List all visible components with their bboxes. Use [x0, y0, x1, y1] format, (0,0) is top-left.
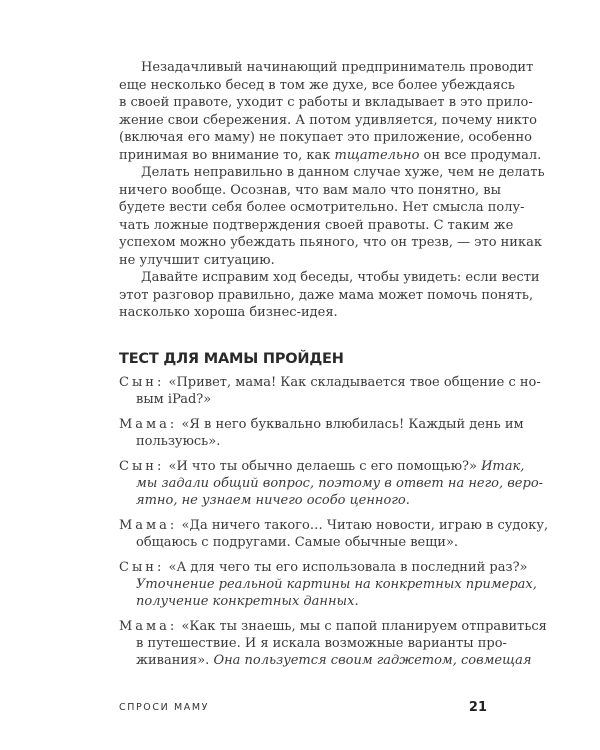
- text-line: ничего вообще. Осознав, что вам мало что понятно, вы: [119, 182, 501, 198]
- text-run: принимая во внимание то, как: [119, 147, 335, 163]
- text-line: Делать неправильно в данном случае хуже, чем не делать: [141, 165, 545, 180]
- comment: Уточнение реальной картины на конкретных примерах,: [136, 577, 537, 592]
- dialogue-item: [119, 517, 549, 551]
- text-line: в своей правоте, уходит с работы и вкладывает в это прило-: [119, 95, 533, 110]
- speech: «Привет, мама! Как складывается твое общение с но-: [168, 375, 541, 390]
- dialogue-item: [119, 618, 547, 669]
- dialogue-item: [119, 374, 541, 408]
- speech: «И что ты обычно делаешь с его помощью?»: [168, 459, 477, 474]
- speaker: Мама:: [119, 619, 178, 634]
- text-line: [119, 147, 542, 165]
- text-line: [119, 517, 549, 534]
- comment: Итак,: [481, 459, 525, 474]
- speech: «Да ничего такого… Читаю новости, играю в судоку,: [181, 518, 549, 533]
- text-line: пользуюсь».: [136, 434, 221, 449]
- text-line: насколько хороша бизнес-идея.: [119, 305, 338, 320]
- text-line: жение свои сбережения. А потом удивляется, почему никто: [119, 112, 537, 128]
- running-title: СПРОСИ МАМУ: [119, 702, 210, 713]
- speaker: Сын:: [119, 459, 165, 474]
- text-line: чать ложные подтверждения своей правоты. С таким же: [119, 217, 514, 233]
- comment: мы задали общий вопрос, поэтому в ответ на него, веро-: [136, 476, 544, 491]
- text-line: [119, 374, 541, 391]
- text-line: успехом можно убеждать пьяного, что он трезв, — это никак: [119, 235, 542, 250]
- dialogue-item: [119, 559, 537, 610]
- speaker: Мама:: [119, 518, 178, 533]
- speech: «А для чего ты его использовала в последний раз?»: [168, 560, 528, 575]
- text-line: не улучшит ситуацию.: [119, 252, 275, 268]
- text-line: общаюсь с подругами. Самые обычные вещи».: [136, 535, 459, 550]
- speech: «Как ты знаешь, мы с папой планируем отправиться: [181, 619, 547, 634]
- paragraph: [119, 164, 545, 269]
- comment: Она пользуется своим гаджетом, совмещая: [213, 653, 532, 668]
- dialogue-item: [119, 416, 524, 450]
- speech: живания».: [136, 653, 210, 668]
- section-heading: ТЕСТ ДЛЯ МАМЫ ПРОЙДЕН: [119, 351, 344, 367]
- speaker: Сын:: [119, 560, 165, 575]
- text-line: [119, 458, 525, 475]
- text-line: [119, 416, 524, 433]
- speaker: Сын:: [119, 375, 165, 390]
- text-run: он все продумал.: [419, 147, 542, 163]
- speaker: Мама:: [119, 417, 178, 432]
- dialogue: [119, 374, 549, 677]
- page-number: 21: [468, 700, 487, 715]
- emphasis: тщательно: [334, 147, 420, 163]
- text-line: [119, 593, 487, 610]
- paragraph: [119, 59, 542, 164]
- dialogue-item: [119, 458, 544, 509]
- text-line: [119, 652, 532, 669]
- text-line: [119, 492, 487, 509]
- comment: ятно, не узнаем ничего особо ценного.: [136, 493, 410, 508]
- text-line: [119, 576, 537, 593]
- text-line: Давайте исправим ход беседы, чтобы увидеть: если вести: [141, 270, 540, 285]
- text-line: этот разговор правильно, даже мама может помочь понять,: [119, 287, 534, 303]
- text-line: в путешествие. И я искала возможные варианты про-: [136, 636, 507, 651]
- body-text: [119, 59, 545, 322]
- text-line: будете вести себя более осмотрительно. Нет смысла полу-: [119, 200, 525, 215]
- text-line: [119, 559, 528, 576]
- text-line: вым iPad?»: [136, 392, 212, 407]
- comment: получение конкретных данных.: [136, 594, 359, 609]
- text-line: еще несколько бесед в том же духе, все более убеждаясь: [119, 77, 515, 93]
- text-line: Незадачливый начинающий предприниматель проводит: [141, 60, 534, 75]
- paragraph: [119, 269, 540, 322]
- text-line: [119, 618, 547, 635]
- speech: «Я в него буквально влюбилась! Каждый день им: [181, 417, 524, 432]
- text-line: (включая его маму) не покупает это приложение, особенно: [119, 130, 532, 145]
- text-line: [119, 475, 544, 492]
